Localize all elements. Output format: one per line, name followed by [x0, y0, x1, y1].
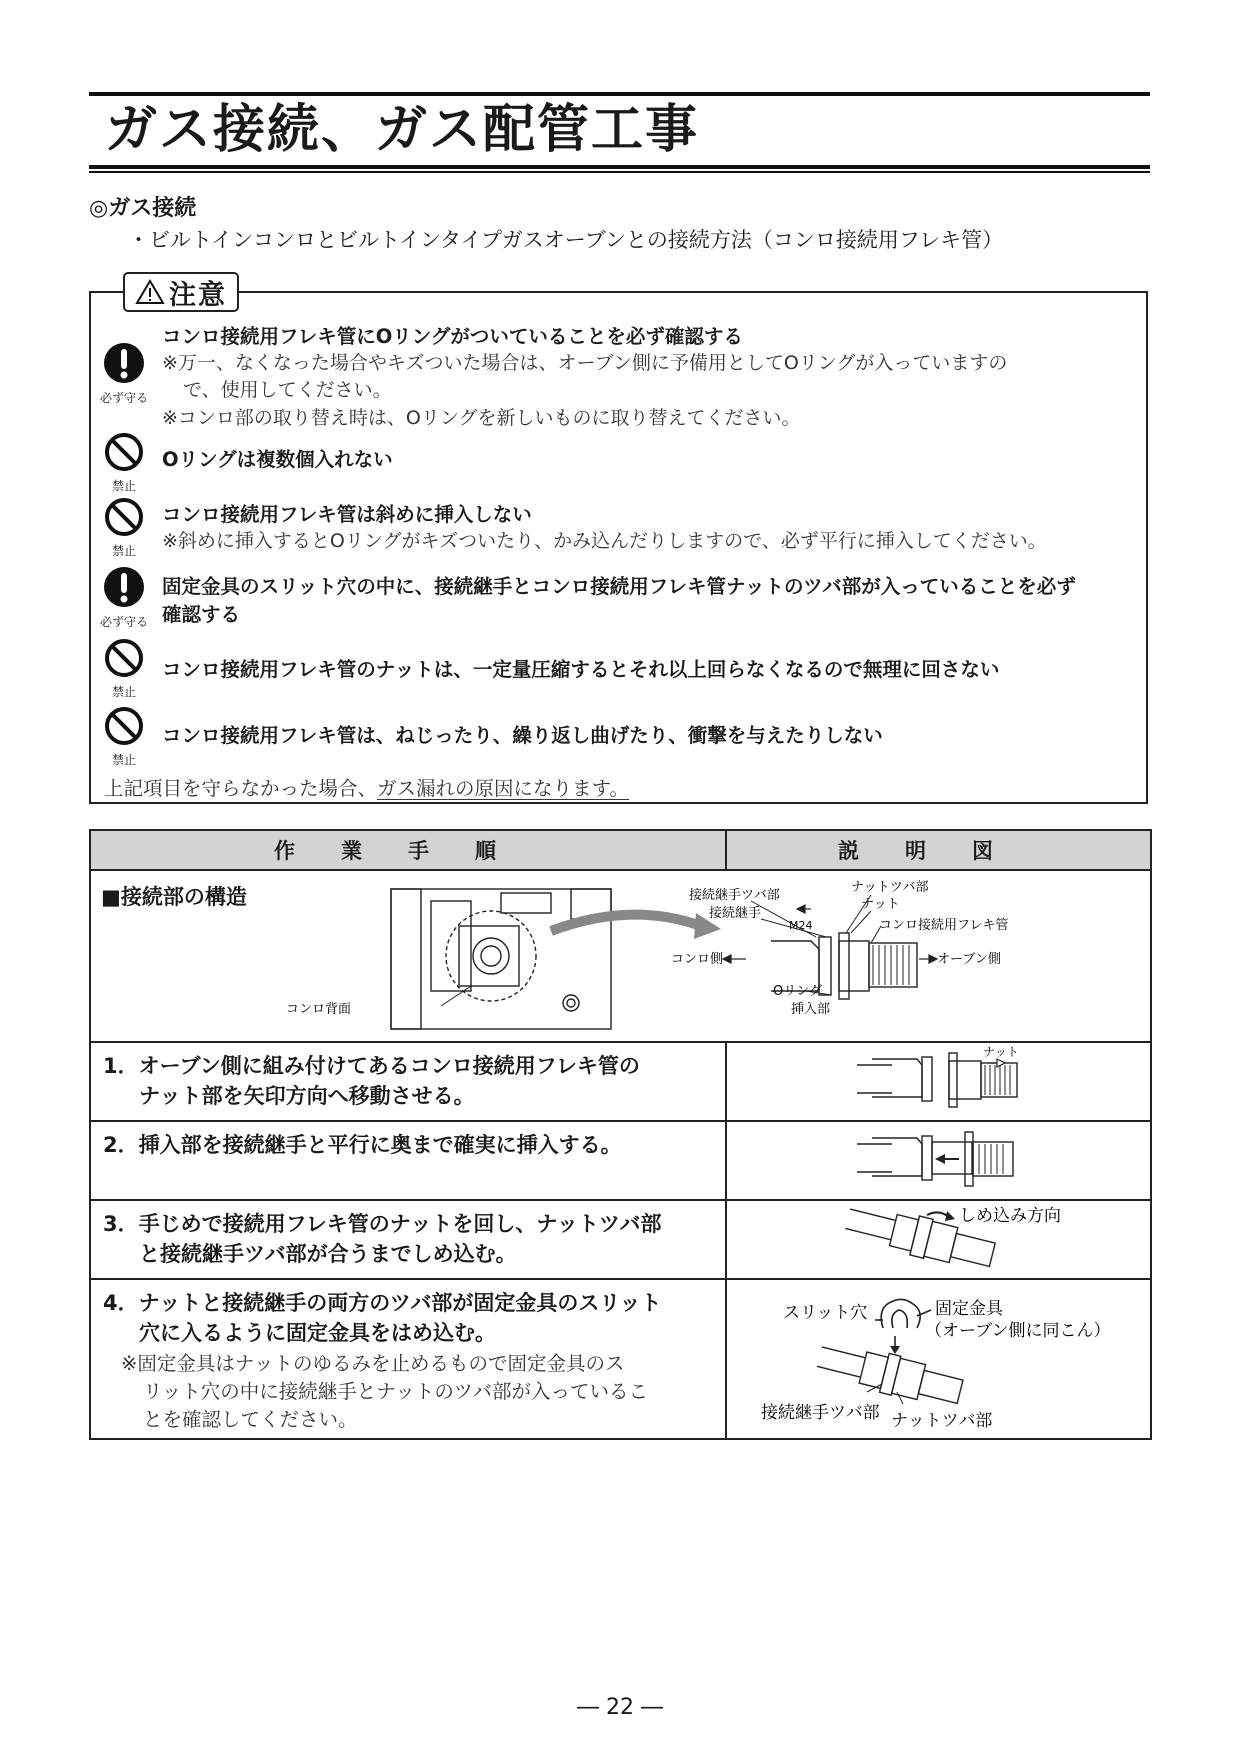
step-4-note: リット穴の中に接続継手とナットのツバ部が入っているこ	[143, 1380, 649, 1403]
label-konro-back: コンロ背面	[286, 1002, 352, 1017]
mandatory-icon	[94, 566, 154, 630]
step-4-slit-label: スリット穴	[783, 1303, 868, 1323]
step-4-diagram	[726, 1279, 1151, 1439]
label-nut: ナット	[861, 897, 900, 912]
section-heading: ◎ガス接続	[89, 196, 197, 221]
caution-item-heading: コンロ接続用フレキ管は、ねじったり、繰り返し曲げたり、衝撃を与えたりしない	[162, 724, 883, 747]
step-2-diagram	[726, 1121, 1151, 1200]
prohibited-icon	[94, 638, 154, 700]
page-number: ― 22 ―	[577, 1695, 663, 1720]
label-m24: M24	[789, 919, 813, 932]
step-2	[90, 1121, 726, 1200]
prohibited-icon	[94, 432, 154, 494]
caution-item-heading: 固定金具のスリット穴の中に、接続継手とコンロ接続用フレキ管ナットのツバ部が入っていることを必ず	[162, 575, 1076, 598]
structure-heading: ■接続部の構造	[101, 885, 247, 909]
step-4-note: ※固定金具はナットのゆるみを止めるもので固定金具のス	[121, 1352, 625, 1375]
caution-item-heading: Oリングは複数個入れない	[162, 448, 393, 471]
step-1	[90, 1042, 726, 1121]
warning-triangle-icon	[135, 279, 165, 305]
page-title: ガス接続、ガス配管工事	[105, 100, 700, 160]
step-1-nut-label: ナット	[983, 1045, 1019, 1059]
label-insert-part: 挿入部	[791, 1002, 831, 1017]
step-1-line1: 1．オーブン側に組み付けてあるコンロ接続用フレキ管の	[103, 1054, 640, 1078]
caution-item-note: ※コンロ部の取り替え時は、Oリングを新しいものに取り替えてください。	[162, 407, 801, 429]
prohibited-icon	[94, 497, 154, 559]
step-4	[90, 1279, 726, 1439]
step-4-line2: 穴に入るように固定金具をはめ込む。	[139, 1321, 496, 1345]
structure-row	[90, 870, 1151, 1042]
caution-label-text: 注意	[169, 279, 227, 311]
caution-item-heading-cont: 確認する	[162, 603, 241, 626]
step-4-note: とを確認してください。	[143, 1408, 358, 1431]
prohibited-icon	[94, 706, 154, 768]
step-4-illustration	[727, 1280, 1150, 1434]
step-4-line1: 4．ナットと接続継手の両方のツバ部が固定金具のスリット	[103, 1291, 662, 1315]
caution-item-heading: コンロ接続用フレキ管のナットは、一定量圧縮するとそれ以上回らなくなるので無理に回さない	[162, 658, 1000, 681]
caution-item-heading: コンロ接続用フレキ管にOリングがついていることを必ず確認する	[162, 325, 743, 348]
step-1-diagram	[726, 1042, 1151, 1121]
procedure-table	[89, 829, 1152, 1440]
step-4-nut-flange-label: ナットツバ部	[891, 1411, 993, 1431]
icon-caption: 禁止	[111, 544, 136, 558]
icon-caption: 禁止	[111, 479, 136, 493]
label-joint: 接続継手	[709, 906, 762, 921]
icon-caption: 必ず守る	[99, 391, 148, 405]
title-bottom-rule	[89, 165, 1150, 169]
title-top-rule	[89, 92, 1150, 96]
step-2-line1: 2．挿入部を接続継手と平行に奥まで確実に挿入する。	[103, 1133, 622, 1157]
caution-item-note: ※斜めに挿入するとOリングがキズついたり、かみ込んだりしますので、必ず平行に挿入してください。	[162, 530, 1047, 552]
caution-footer-underlined: ガス漏れの原因になります。	[377, 777, 629, 800]
caution-item-heading: コンロ接続用フレキ管は斜めに挿入しない	[162, 503, 532, 526]
section-subheading: ・ビルトインコンロとビルトインタイプガスオーブンとの接続方法（コンロ接続用フレキ管）	[128, 228, 1004, 252]
caution-label	[123, 272, 239, 312]
caution-footer-text: 上記項目を守らなかった場合、	[104, 777, 378, 800]
step-1-line2: ナット部を矢印方向へ移動させる。	[139, 1084, 475, 1108]
label-flex-pipe: コンロ接続用フレキ管	[879, 918, 1009, 933]
caution-item-note: で、使用してください。	[183, 379, 392, 401]
label-oven-side: オーブン側	[937, 952, 1001, 967]
icon-caption: 禁止	[111, 685, 136, 699]
step-3-illustration	[727, 1201, 1150, 1274]
icon-caption: 禁止	[111, 753, 136, 767]
title-bottom-rule-thin	[89, 171, 1150, 173]
mandatory-icon	[94, 342, 154, 406]
connection-structure-diagram	[91, 871, 1148, 1041]
step-3	[90, 1200, 726, 1279]
header-diagram: 説明図	[726, 830, 1151, 870]
caution-item-note: ※万一、なくなった場合やキズついた場合は、オーブン側に予備用としてOリングが入っていますの	[162, 352, 1008, 374]
label-nut-flange: ナットツバ部	[851, 880, 929, 895]
header-procedure: 作業手順	[90, 830, 726, 870]
step-4-joint-flange-label: 接続継手ツバ部	[761, 1403, 880, 1423]
step-3-diagram	[726, 1200, 1151, 1279]
label-o-ring: Oリング	[773, 984, 822, 999]
step-1-illustration	[727, 1043, 1150, 1116]
label-konro-side: コンロ側	[671, 952, 724, 967]
step-2-illustration	[727, 1122, 1150, 1195]
step-3-line1: 3．手じめで接続用フレキ管のナットを回し、ナットツバ部	[103, 1212, 662, 1236]
step-4-fixture-note: （オーブン側に同こん）	[925, 1321, 1111, 1341]
step-4-fixture-label: 固定金具	[935, 1299, 1003, 1319]
caution-footer	[104, 773, 639, 801]
label-joint-flange: 接続継手ツバ部	[689, 888, 780, 903]
icon-caption: 必ず守る	[99, 615, 148, 629]
step-3-direction-label: しめ込み方向	[959, 1206, 1061, 1226]
step-3-line2: と接続継手ツバ部が合うまでしめ込む。	[139, 1242, 517, 1266]
